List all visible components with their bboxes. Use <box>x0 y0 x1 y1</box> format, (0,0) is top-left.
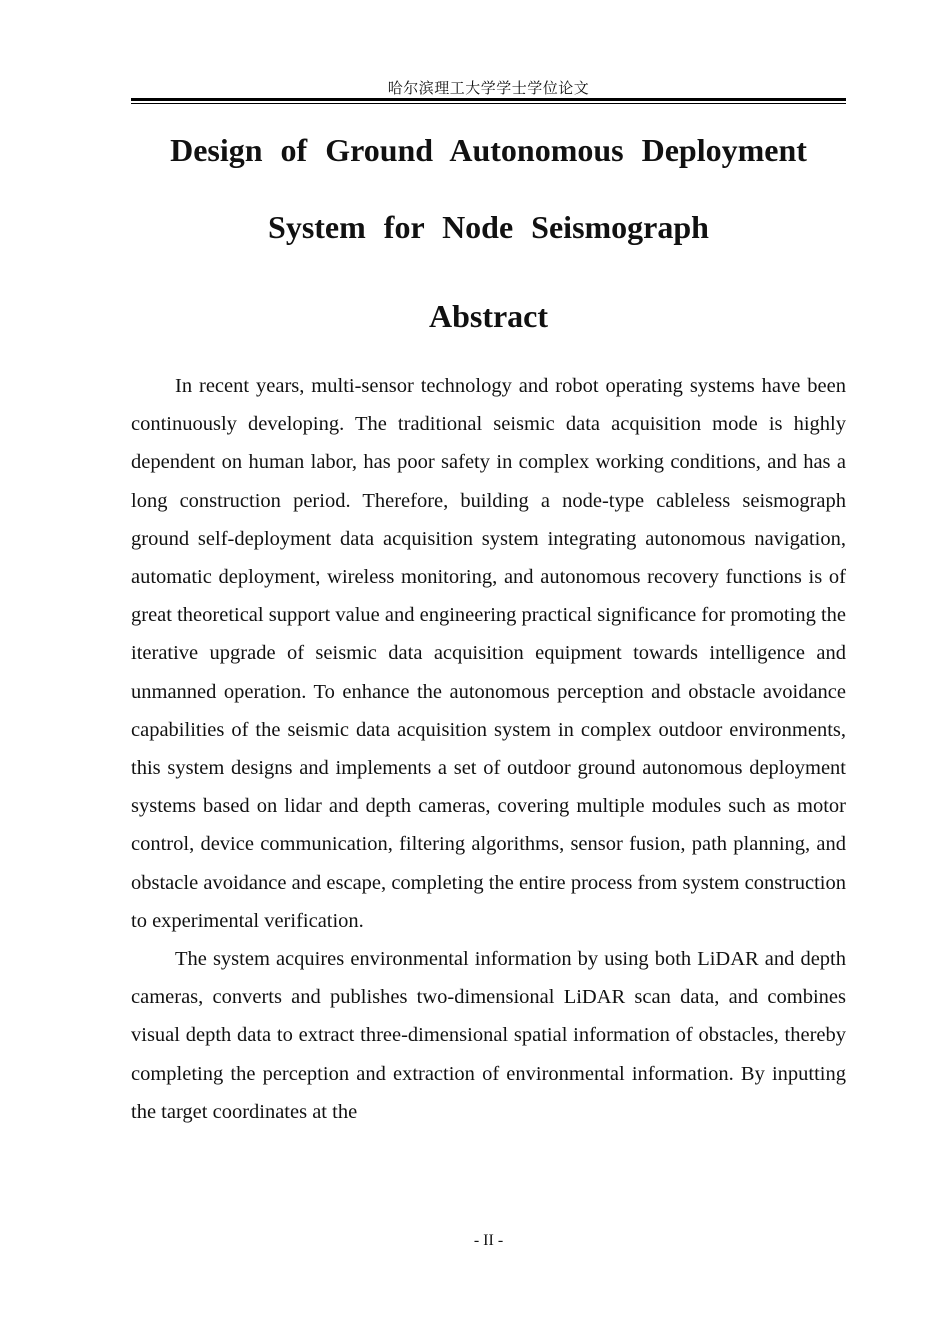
running-header: 哈尔滨理工大学学士学位论文 <box>387 79 590 97</box>
page-number: - II - <box>473 1232 504 1249</box>
section-heading: Abstract <box>428 298 549 334</box>
abstract-body <box>131 367 846 1131</box>
abstract-paragraph-2: The system acquires environmental information by using both LiDAR and depth cameras, converts and publishes two-dimensional LiDAR scan data, and combines visual depth data to extract three-dimensional spatial information of obstacles, thereby completing the perception and extraction of environmental information. By inputting the target coordinates at the <box>131 948 846 1123</box>
abstract-paragraph-1: In recent years, multi-sensor technology and robot operating systems have been continuously developing. The traditional seismic data acquisition mode is highly dependent on human labor, has poor safety in complex working conditions, and has a long construction period. Therefore, building a node-type cableless seismograph ground self-deployment data acquisition system integrating autonomous navigation, automatic deployment, wireless monitoring, and autonomous recovery functions is of great theoretical support value and engineering practical significance for promoting the iterative upgrade of seismic data acquisition equipment towards intelligence and unmanned operation. To enhance the autonomous perception and obstacle avoidance capabilities of the seismic data acquisition system in complex outdoor environments, this system designs and implements a set of outdoor ground autonomous deployment systems based on lidar and depth cameras, covering multiple modules such as motor control, device communication, filtering algorithms, sensor fusion, path planning, and obstacle avoidance and escape, completing the entire process from system construction to experimental verification. <box>131 375 846 932</box>
thesis-title-line-2: System for Node Seismograph <box>268 209 709 245</box>
thesis-title-line-1: Design of Ground Autonomous Deployment <box>170 132 807 168</box>
header-rule-thick <box>131 98 846 101</box>
header-rule-thin <box>131 103 846 104</box>
